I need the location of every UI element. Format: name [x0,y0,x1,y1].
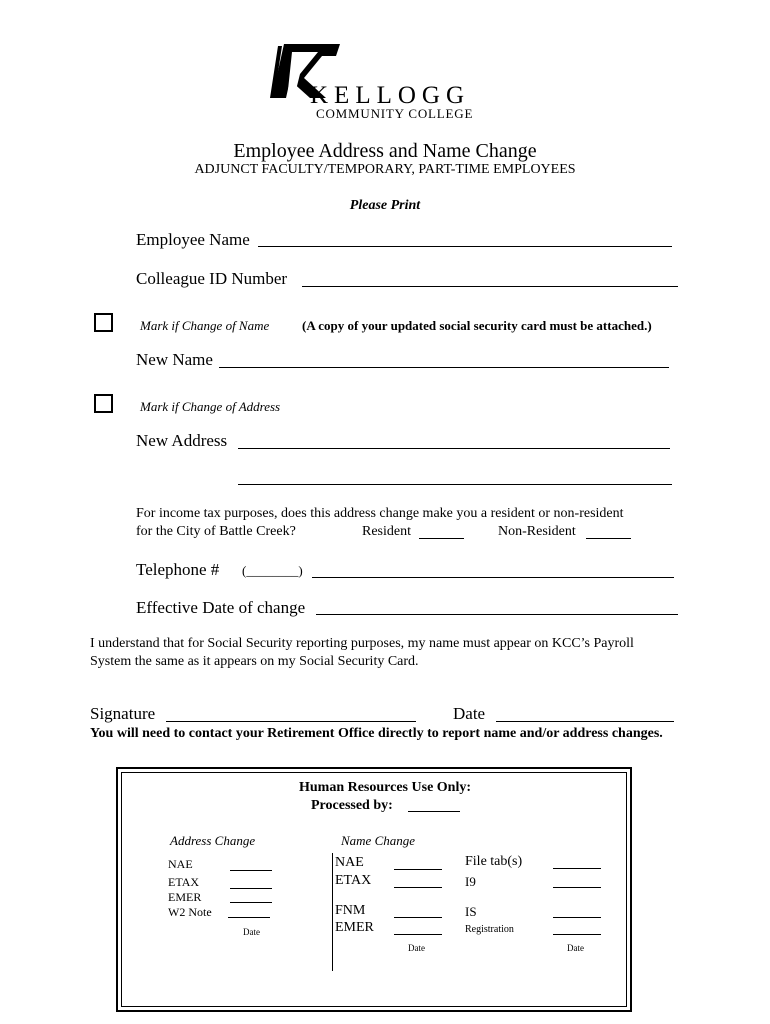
address-change-checkbox[interactable] [94,394,113,413]
form-subtitle: ADJUNCT FACULTY/TEMPORARY, PART-TIME EMPLOYEES [194,162,576,177]
please-print: Please Print [349,198,421,213]
hr-address-emer-field[interactable] [230,902,272,903]
hr-name-nae-field[interactable] [394,869,442,870]
employee-name-field[interactable] [258,246,672,247]
hr-address-item-emer: EMER [168,890,202,904]
hr-address-etax-field[interactable] [230,888,272,889]
hr-other-item-file-tabs: File tab(s) [465,854,523,869]
new-name-label: New Name [136,350,213,369]
resident-label: Resident [362,524,411,539]
hr-other-item-registration: Registration [465,924,514,935]
kellogg-logo [270,42,500,122]
hr-heading: Human Resources Use Only: [298,780,472,795]
employee-name-label: Employee Name [136,230,250,249]
telephone-field[interactable] [312,577,674,578]
hr-name-item-etax: ETAX [335,873,372,888]
hr-other-is-field[interactable] [553,917,601,918]
signature-field[interactable] [166,721,416,722]
form-title: Employee Address and Name Change [233,140,537,162]
telephone-label: Telephone # [136,560,220,579]
colleague-id-field[interactable] [302,286,678,287]
address-change-heading: Address Change [170,833,256,848]
name-change-checkbox[interactable] [94,313,113,332]
tax-question-line2: for the City of Battle Creek? [136,524,296,539]
processed-by-label: Processed by: [311,798,393,813]
hr-other-item-i9: I9 [465,874,476,889]
name-change-note: (A copy of your updated social security card must be attached.) [302,318,652,333]
tax-question-line1: For income tax purposes, does this address change make you a resident or non-resident [136,506,624,521]
logo-wordmark: KELLOGG [310,82,471,109]
hr-other-file-tabs-field[interactable] [553,868,601,869]
new-address-field-line1[interactable] [238,448,670,449]
signature-label: Signature [90,704,156,723]
hr-name-item-nae: NAE [335,855,364,870]
statement-line1: I understand that for Social Security reporting purposes, my name must appear on KCC’s Payroll [90,636,634,651]
hr-name-emer-field[interactable] [394,934,442,935]
hr-other-date-label: Date [567,943,584,953]
telephone-area-code[interactable]: (________) [242,563,303,578]
name-change-heading: Name Change [341,833,416,848]
effective-date-field[interactable] [316,614,678,615]
new-address-label: New Address [136,431,228,450]
hr-name-item-emer: EMER [335,920,374,935]
name-change-checkbox-label: Mark if Change of Name [140,318,270,333]
hr-address-w2note-field[interactable] [228,917,270,918]
hr-name-etax-field[interactable] [394,887,442,888]
logo-subtitle: COMMUNITY COLLEGE [316,106,474,121]
colleague-id-label: Colleague ID Number [136,269,288,288]
signature-date-field[interactable] [496,721,674,722]
resident-field[interactable] [419,538,464,539]
effective-date-label: Effective Date of change [136,598,306,617]
statement-line2: System the same as it appears on my Social Security Card. [90,654,419,669]
hr-name-fnm-field[interactable] [394,917,442,918]
non-resident-label: Non-Resident [498,524,576,539]
new-name-field[interactable] [219,367,669,368]
hr-address-item-nae: NAE [168,857,193,871]
hr-address-item-etax: ETAX [168,875,200,889]
processed-by-field[interactable] [408,811,460,812]
signature-date-label: Date [453,704,486,723]
new-address-field-line2[interactable] [238,484,672,485]
retirement-notice: You will need to contact your Retirement Office directly to report name and/or address changes. [90,726,663,741]
hr-other-i9-field[interactable] [553,887,601,888]
address-change-checkbox-label: Mark if Change of Address [140,399,281,414]
hr-name-date-label: Date [408,943,425,953]
hr-address-nae-field[interactable] [230,870,272,871]
hr-name-item-fnm: FNM [335,903,366,918]
hr-other-item-is: IS [465,904,477,919]
hr-address-date-label: Date [243,927,260,937]
hr-column-divider [332,853,333,971]
hr-other-registration-field[interactable] [553,934,601,935]
non-resident-field[interactable] [586,538,631,539]
hr-address-item-w2note: W2 Note [168,905,212,919]
